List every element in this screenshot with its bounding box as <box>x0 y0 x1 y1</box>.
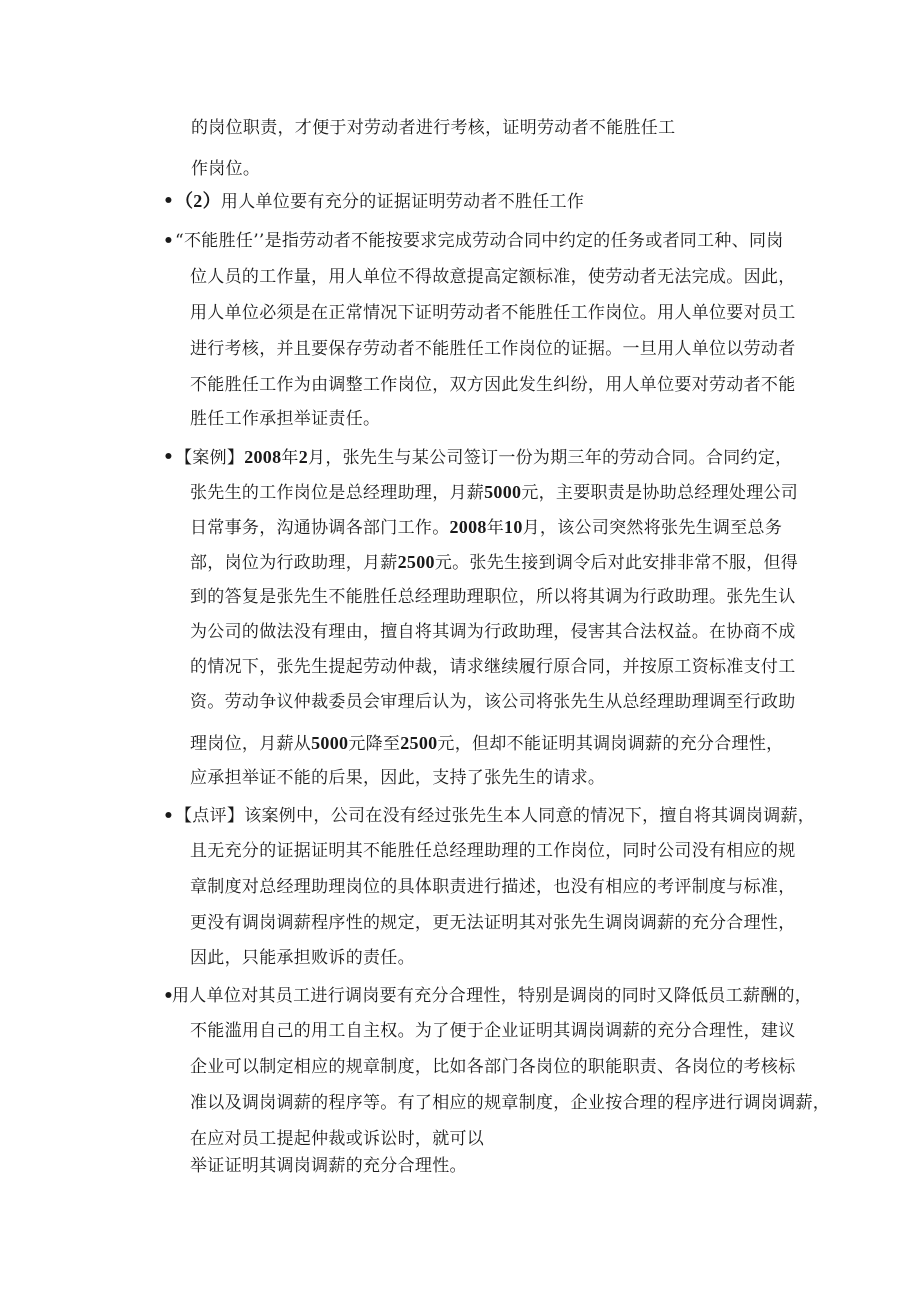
bullet-marker: • <box>163 986 174 1006</box>
case-line <box>190 481 798 504</box>
case-text: 部，岗位为行政助理，月薪 <box>190 553 398 573</box>
case-year: 2008 <box>244 447 282 467</box>
definition-line: 不能胜任工作为由调整工作岗位，双方因此发生纠纷，用人单位要对劳动者不能 <box>190 375 796 395</box>
case-salary: 5000 <box>311 733 349 753</box>
definition-line: “不能胜任’’是指劳动者不能按要求完成劳动合同中约定的任务或者同工种、同岗 <box>175 231 784 251</box>
case-text: 月，该公司突然将张先生调至总务 <box>522 518 783 538</box>
advice-line: 举证证明其调岗调薪的充分合理性。 <box>190 1156 467 1176</box>
comment-line: 且无充分的证据证明其不能胜任总经理助理的工作岗位，同时公司没有相应的规 <box>190 841 796 861</box>
case-text: 年 <box>486 518 505 538</box>
case-text: 月，张先生与某公司签订一份为期三年的劳动合同。合同约定， <box>308 448 793 468</box>
intro-line-1: 的岗位职责，才便于对劳动者进行考核，证明劳动者不能胜任工 <box>191 118 676 138</box>
case-salary: 5000 <box>484 482 522 502</box>
case-year: 2008 <box>449 517 487 537</box>
definition-line: 位人员的工作量，用人单位不得故意提高定额标准，使劳动者无法完成。因此， <box>190 267 796 287</box>
advice-line: 不能滥用自己的用工自主权。为了便于企业证明其调岗调薪的充分合理性，建议 <box>190 1021 796 1041</box>
comment-line: 因此，只能承担败诉的责任。 <box>190 948 415 968</box>
case-line: 资。劳动争议仲裁委员会审理后认为，该公司将张先生从总经理助理调至行政助 <box>190 692 796 712</box>
case-text: 理岗位，月薪从 <box>190 734 312 754</box>
case-salary: 2500 <box>397 552 435 572</box>
advice-line: 企业可以制定相应的规章制度，比如各部门各岗位的职能职责、各岗位的考核标 <box>190 1057 796 1077</box>
case-text: 元，但却不能证明其调岗调薪的充分合理性， <box>437 734 784 754</box>
advice-line: 准以及调岗调薪的程序等。有了相应的规章制度，企业按合理的程序进行调岗调薪， <box>190 1093 831 1113</box>
case-text: 元，主要职责是协助总经理处理公司 <box>521 483 799 503</box>
comment-line: 章制度对总经理助理岗位的具体职责进行描述，也没有相应的考评制度与标准， <box>190 877 796 897</box>
case-text: 日常事务，沟通协调各部门工作。 <box>190 518 450 538</box>
case-line: 为公司的做法没有理由，擅自将其调为行政助理，侵害其合法权益。在协商不成 <box>190 622 796 642</box>
advice-line: 用人单位对其员工进行调岗要有充分合理性，特别是调岗的同时又降低员工薪酬的， <box>172 986 813 1006</box>
case-text: 年 <box>281 448 299 468</box>
bullet-marker: • <box>163 447 174 467</box>
case-line <box>175 446 792 469</box>
bullet-marker: • <box>163 191 174 211</box>
case-line <box>190 551 798 574</box>
point-2-heading <box>175 190 584 213</box>
point-2-text: 用人单位要有充分的证据证明劳动者不胜任工作 <box>220 192 585 212</box>
bullet-marker: • <box>163 806 174 826</box>
advice-line: 在应对员工提起仲裁或诉讼时，就可以 <box>190 1129 485 1149</box>
case-line <box>190 516 782 539</box>
definition-line: 胜任工作承担举证责任。 <box>190 409 381 429</box>
case-salary: 2500 <box>400 733 438 753</box>
case-line <box>190 732 783 755</box>
point-number: （2） <box>175 191 221 211</box>
case-label: 【案例】 <box>175 448 245 468</box>
comment-label: 【点评】 <box>175 806 245 826</box>
case-line: 到的答复是张先生不能胜任总经理助理职位，所以将其调为行政助理。张先生认 <box>190 587 796 607</box>
definition-line: 进行考核，并且要保存劳动者不能胜任工作岗位的证据。一旦用人单位以劳动者 <box>190 339 796 359</box>
case-text: 元。张先生接到调令后对此安排非常不服，但得 <box>434 553 799 573</box>
definition-line: 用人单位必须是在正常情况下证明劳动者不能胜任工作岗位。用人单位要对员工 <box>190 303 796 323</box>
bullet-marker: • <box>163 231 174 251</box>
case-line: 应承担举证不能的后果，因此，支持了张先生的请求。 <box>190 768 606 788</box>
case-month: 2 <box>298 447 309 467</box>
case-line: 的情况下，张先生提起劳动仲裁，请求继续履行原合同，并按原工资标准支付工 <box>190 657 796 677</box>
comment-line <box>175 805 815 827</box>
case-text: 元降至 <box>348 734 401 754</box>
intro-line-2: 作岗位。 <box>191 159 261 179</box>
case-month: 10 <box>504 517 523 537</box>
case-text: 张先生的工作岗位是总经理助理，月薪 <box>190 483 485 503</box>
comment-line: 更没有调岗调薪程序性的规定，更无法证明其对张先生调岗调薪的充分合理性， <box>190 913 796 933</box>
comment-text: 该案例中，公司在没有经过张先生本人同意的情况下，擅自将其调岗调薪， <box>244 806 816 826</box>
